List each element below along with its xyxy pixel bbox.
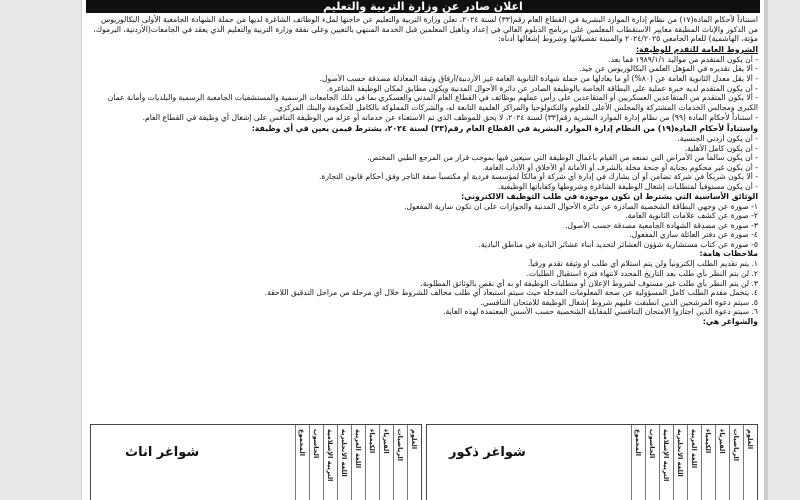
vacancies-table-female [90,424,422,500]
female-column-header [309,425,323,500]
male-column-header [673,425,687,500]
male-column-header [659,425,673,500]
note-item: ٥. سيتم دعوة المرشحين الذين انطبقت عليهم شروط إشغال الوظيفة للامتحان التنافسي. [480,297,758,307]
document-item: ١- صورة عن وجهي البطاقة الشخصية الصادرة عن دائرة الأحوال المدنية والجوازات على ان تكون سارية المفعول. [404,201,758,211]
appointment-condition-item: - أن يكون غير محكوم بجناية أو جنحة مخلة بالشرف أو الأمانة أو الأخلاق أو الآداب العامة. [482,162,758,172]
appointment-condition-item: - أن يكون سالماً من الأمراض التي تمنعه من القيام بأعمال الوظيفة التي سيعين فيها بموجب قرار من المرجع الطبي المختص. [367,153,758,163]
note-item: ١. يتم تقديم الطلب إلكترونياً ولن يتم استلام أي طلب او وثيقة تقدم ورقياً. [527,259,758,269]
female-column-header [295,425,309,500]
documents-heading: الوثائق الأساسية التي يشترط ان تكون موجودة في طلب التوظيف الالكتروني: [461,191,758,201]
page-edge-shadow [764,0,768,500]
male-column-label: الحاسوب [648,429,656,459]
male-column-label: الكيمياء [704,429,712,454]
female-column-label: الحاسوب [312,429,320,459]
female-column-header [365,425,379,500]
general-condition-item: - ألا يقل تقديره في المؤهل العلمي البكالوريوس عن جيد. [579,64,758,74]
intro-paragraph: استناداً لأحكام المادة(١٧) من نظام إدارة الموارد البشرية في القطاع العام رقم(٣٣) لسنة ٢٠٢٤، تعلن وزارة التربية والتعليم عن حاجتها لملء الوظائف الشاغرة لديها من حملة الشهادة الجامعية الأولى البكالوريوس من الذكور والإناث المطبقة معايير الاستقطاب المعلمين على برنامج الدبلوم العالي في إعداد وتأهيل المعلمين قبل الخدمة المنتهي بالتعيين وعلى نفقة وزارة التربية والتعليم الذي يعقد في الجامعات(الأردنية، اليرموك، مؤتة، الهاشمية) للعام الجامعي ٢٠٢٤/٢٠٢٥ والمبينة تفصيلاتها وشروط إشغالها أدناه: [93,15,758,44]
general-conditions-heading [90,45,758,55]
male-column-label: التربية الإسلامية [662,429,670,482]
female-column-label: اللغة العربية [354,429,362,469]
general-condition-item: - استناداً لأحكام المادة (٩٩) من نظام إدارة الموارد البشرية رقم(٣٣) لسنة ٢٠٢٤، لا يحق للموظف الذي تم الاستغناء عن خدماته أو عزله من الوظيفة التنافس على إشغال أي وظيفة في القطاع العام. [142,113,758,123]
male-column-header [631,425,645,500]
document-item: ٢- صورة عن كشف علامات الثانوية العامة. [625,211,758,221]
female-column-header [379,425,393,500]
female-column-header [323,425,337,500]
general-condition-item: - ألا يقل معدل الثانوية العامة عن (٨٠%) أو ما يعادلها من حملة شهادة الثانوية العامة غير الأردنية/أرفاق وثيقة المعادلة مصدقة حسب الأصول. [319,73,758,83]
female-column-label: المجموع [298,429,306,456]
female-column-label: الكيمياء [368,429,376,454]
vacancies-table-male [426,424,758,500]
male-column-header [687,425,701,500]
male-vacancies-label: شواغر ذكور [449,445,526,460]
male-column-header [701,425,715,500]
male-column-label: المجموع [634,429,642,456]
appointment-condition-item: - أن يكون كامل الأهلية. [684,143,758,153]
male-column-label: اللغة العربية [690,429,698,469]
female-vacancies-label: شواغر اناث [125,445,200,460]
female-column-header [393,425,407,500]
male-column-header [743,425,757,500]
general-condition-item: - ألا يكون المتقدم من المتقاعدين العسكريين أو المتقاعدين على رأس عملهم بوظائف في القطاع العام المدني والعسكري بما في ذلك الجامعات الرسمية والمستشفيات الجامعية الرسمية والبلديات وأمانة عمان الكبرى ومجالس الخدمات المشتركة والمجلس الأعلى للعلوم والتكنولوجيا والمراكز العلمية التابعة له، والشركات المملوكة بالكامل للحكومة والبنك المركزي. [107,93,758,112]
note-item: ٣. لن يتم النظر بأي طلب غير مستوف لشروط الإعلان أو متطلبات الوظيفة او به أي نقص بالوثائق المطلوبة. [420,278,758,288]
female-column-header [351,425,365,500]
note-item: ٢. لن يتم النظر بأي طلب بعد التاريخ المحدد لانتهاء فترة استقبال الطلبات. [526,269,758,279]
note-item: ٦. سيتم دعوة الذين اجتازوا الامتحان التنافسي للمقابلة الشخصية حسب الأسس المعتمدة لهذه الغاية. [443,307,758,317]
male-column-header [715,425,729,500]
banner-title: اعلان صادر عن وزارة التربية والتعليم [86,0,760,13]
male-column-header [645,425,659,500]
male-column-label: الفيزياء [718,429,726,454]
document-page [82,0,764,500]
female-column-label: الرياضيات [396,429,404,461]
vacancies-table-female-columns [295,425,421,500]
appointment-condition-item: - ألا يكون شريكاً في شركة تضامن أو أن يشارك في إدارة أي شركة أو مالكاً لمؤسسة فردية أو مكتسباً صفة التاجر وفق أحكام قانون التجارة. [318,172,758,182]
document-item: ٤- صورة عن دفتر العائلة ساري المفعول. [629,230,758,240]
male-column-header [729,425,743,500]
general-condition-item: - أن يكون المتقدم لديه خبرة عملية على البطاقة الخاصة بالوظيفة الصادر عن دائرة الأحوال المدنية ويكون مطابق لمكان الوظيفة الشاغرة. [326,83,758,93]
male-column-label: اللغة الانجليزية [676,429,684,477]
female-column-label: الفيزياء [382,429,390,454]
general-conditions-heading-text: الشروط العامة للتقدم للوظيفة: [635,44,758,54]
notes-heading: ملاحظات هامة: [699,249,758,259]
vacancies-table-male-columns [631,425,757,500]
female-column-label: العلوم [410,429,418,450]
document-body [90,15,758,327]
vacancies-tables [90,424,758,500]
female-column-label: اللغة الانجليزية [340,429,348,477]
appointment-condition-item: - أن يكون مستوفياً لمتطلبات إشغال الوظيفة الشاغرة وشروطها وكفاياتها الوظيفية. [497,181,758,191]
document-item: ٣- صورة عن مصدقة الشهادة الجامعية مصدقة حسب الأصول. [565,220,758,230]
document-item: ٥- صورة عن كتاب مستشارية شؤون العشائر لتحديد أبناء عشائر البادية في مناطق البادية. [478,239,758,249]
general-condition-item: - أن يكون المتقدم من مواليد ١٩٨٩/١/١ فما بعد. [608,54,758,64]
vacancies-heading: والشواغر هي: [702,317,758,327]
appointment-heading: واستناداً لأحكام المادة(١٩) من النظام إدارة الموارد البشرية في القطاع العام رقم(٣٣) لسنة ٢٠٢٤، يشترط فيمن يعين في أي وظيفة: [251,123,758,133]
male-column-label: الرياضيات [732,429,740,461]
female-column-header [337,425,351,500]
male-column-label: العلوم [746,429,754,450]
female-column-header [407,425,421,500]
note-item: ٤. يتحمل مقدم الطلب كامل المسؤولية عن صحة المعلومات المدخلة حيث سيتم استبعاد أي طلب مخالف للشروط خلال أي مرحلة من مراحل التدقيق اللاحقة. [264,288,758,298]
female-column-label: التربية الإسلامية [326,429,334,482]
appointment-condition-item: - أن يكون أردني الجنسية. [677,133,758,143]
